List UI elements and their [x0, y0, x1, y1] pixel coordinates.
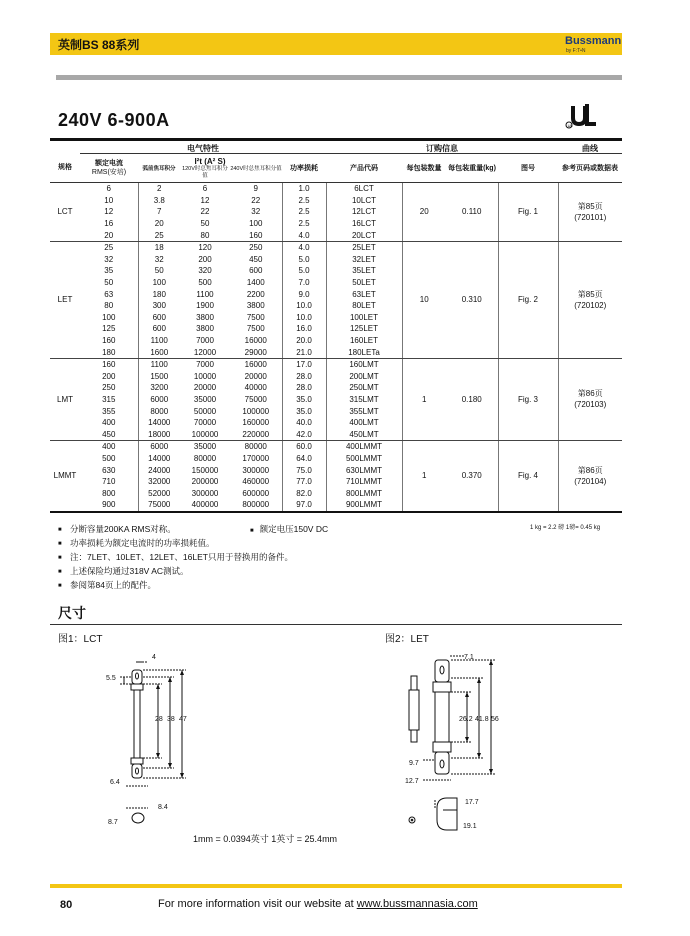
i2t-120-cell: 100000 [180, 428, 230, 440]
code-cell: 160LET [326, 335, 402, 347]
i2t-240-cell: 3800 [246, 301, 265, 311]
i2t-120-cell: 6 [202, 184, 208, 194]
figure-cell: Fig. 1 [498, 183, 558, 242]
rated-current-cell: 315 [102, 394, 116, 404]
power-cell: 75.0 [282, 464, 326, 476]
i2t-pre-cell: 100 [138, 277, 180, 289]
i2t-120-cell: 200000 [191, 477, 219, 487]
rated-current-cell: 630 [102, 465, 116, 475]
i2t-240-cell: 1400 [246, 278, 265, 288]
i2t-pre-cell: 180 [138, 288, 180, 300]
i2t-120-cell: 10000 [193, 371, 217, 381]
i2t-pre-cell: 3200 [138, 382, 180, 394]
code-cell: 6LCT [326, 183, 402, 195]
i2t-pre-cell: 6000 [138, 394, 180, 406]
rated-current-cell: 6 [106, 184, 111, 194]
power-cell: 97.0 [282, 499, 326, 512]
rated-current-cell: 250 [102, 383, 116, 393]
i2t-240-cell: 9 [253, 184, 258, 194]
pack-qty-cell: 20 [402, 183, 446, 242]
col-rated-current-label: 额定电流 [95, 160, 123, 167]
fig1-lct-drawing [100, 648, 210, 833]
figure-cell: Fig. 3 [498, 358, 558, 440]
rated-current-cell: 400 [102, 442, 116, 452]
fig2-caption: 图2：LET [385, 634, 429, 645]
reference-page: 第86页 [577, 389, 603, 399]
code-cell: 200LMT [326, 371, 402, 383]
i2t-240-cell: 600000 [242, 488, 270, 498]
fig2-dim-7-1: 7.1 [464, 654, 474, 661]
i2t-120-cell: 150000 [191, 465, 219, 475]
power-cell: 17.0 [282, 358, 326, 370]
code-cell: 180LETa [326, 346, 402, 358]
i2t-pre-cell: 24000 [138, 464, 180, 476]
i2t-pre-cell: 1100 [138, 358, 180, 370]
figure-cell: Fig. 4 [498, 441, 558, 512]
i2t-pre-cell: 8000 [138, 405, 180, 417]
rated-current-cell: 12 [104, 207, 114, 217]
code-cell: 900LMMT [326, 499, 402, 512]
i2t-240-cell: 300000 [242, 465, 270, 475]
i2t-240-cell: 40000 [244, 383, 267, 393]
col-pack-weight: 每包装重量(kg) [446, 154, 498, 183]
fig2-let-drawing [395, 648, 525, 833]
ordering-group-header: 订购信息 [326, 144, 558, 154]
fig1-caption: 图1：LCT [58, 634, 103, 645]
rated-current-cell: 710 [102, 477, 116, 487]
i2t-120-cell: 1900 [196, 301, 214, 311]
fig1-dim-47: 47 [179, 716, 187, 723]
code-cell: 50LET [326, 277, 402, 289]
dimensions-rule [50, 624, 622, 625]
power-cell: 4.0 [282, 229, 326, 241]
spec-table-body [50, 183, 622, 512]
power-cell: 5.0 [282, 254, 326, 266]
i2t-120-cell: 35000 [193, 442, 217, 452]
i2t-pre-cell: 300 [138, 300, 180, 312]
reference-cell [558, 358, 622, 440]
i2t-240-cell: 460000 [242, 477, 270, 487]
i2t-240-cell: 80000 [244, 442, 267, 452]
i2t-240-cell: 600 [249, 266, 263, 276]
family-cell: LMT [50, 358, 80, 440]
i2t-240-cell: 16000 [244, 336, 267, 346]
power-cell: 42.0 [282, 428, 326, 440]
power-cell: 1.0 [282, 183, 326, 195]
code-cell: 63LET [326, 288, 402, 300]
note-item: ■ 分断容量200KA RMS对称。 [58, 524, 176, 534]
weight-conversion: 1 kg = 2.2 磅 1磅= 0.45 kg [530, 525, 601, 531]
fig1-dim-4: 4 [152, 654, 156, 661]
rated-current-cell: 10 [104, 195, 114, 205]
power-cell: 4.0 [282, 241, 326, 253]
i2t-120-cell: 50000 [193, 406, 217, 416]
footer-bar [50, 884, 622, 888]
code-cell: 16LCT [326, 218, 402, 230]
i2t-240-cell: 20000 [244, 371, 267, 381]
fig2-dim-9-7: 9.7 [409, 760, 419, 767]
power-cell: 10.0 [282, 312, 326, 324]
ul-certification-icon [565, 103, 599, 134]
reference-cell [558, 183, 622, 242]
rated-current-cell: 355 [102, 406, 116, 416]
table-row [50, 183, 622, 195]
pack-weight-cell: 0.370 [461, 471, 482, 481]
fig2-dim-12-7: 12.7 [405, 778, 419, 785]
rated-current-cell: 100 [102, 312, 116, 322]
i2t-120-cell: 12 [200, 195, 210, 205]
rated-current-cell: 50 [104, 278, 114, 288]
i2t-240-cell: 450 [249, 254, 263, 264]
code-cell: 160LMT [326, 358, 402, 370]
i2t-120-cell: 500 [198, 278, 212, 288]
code-cell: 25LET [326, 241, 402, 253]
power-cell: 64.0 [282, 453, 326, 465]
i2t-pre-cell: 75000 [138, 499, 180, 512]
i2t-120-cell: 50 [200, 219, 210, 229]
rated-current-cell: 500 [102, 453, 116, 463]
power-cell: 40.0 [282, 417, 326, 429]
rated-current-cell: 80 [104, 301, 114, 311]
rated-current-cell: 35 [104, 266, 114, 276]
i2t-240-cell: 100 [249, 219, 263, 229]
power-cell: 2.5 [282, 195, 326, 207]
footer-label: For more information visit our website at [158, 898, 357, 910]
unit-conversion-note: 1mm = 0.0394英寸 1英寸 = 25.4mm [193, 834, 338, 844]
i2t-240-cell: 7500 [246, 312, 265, 322]
rated-current-cell: 32 [104, 254, 114, 264]
rated-current-cell: 800 [102, 488, 116, 498]
power-cell: 60.0 [282, 441, 326, 453]
reference-page: 第86页 [577, 465, 603, 475]
i2t-pre-cell: 14000 [138, 417, 180, 429]
pack-qty-cell: 1 [402, 441, 446, 512]
figure-cell: Fig. 2 [498, 241, 558, 358]
i2t-240-cell: 170000 [242, 453, 270, 463]
col-spec: 规格 [50, 154, 80, 183]
i2t-pre-cell: 6000 [138, 441, 180, 453]
note-item: ■ 注：7LET、10LET、12LET、16LET只用于替换用的备件。 [58, 552, 293, 562]
rated-current-cell: 63 [104, 289, 114, 299]
i2t-120-cell: 7000 [196, 360, 214, 370]
i2t-120-cell: 22 [200, 207, 210, 217]
i2t-120-cell: 200 [198, 254, 212, 264]
power-cell: 21.0 [282, 346, 326, 358]
i2t-240-cell: 22 [251, 195, 261, 205]
power-cell: 7.0 [282, 277, 326, 289]
power-cell: 10.0 [282, 300, 326, 312]
i2t-120-cell: 120 [198, 243, 212, 253]
table-row [50, 358, 622, 370]
i2t-240-cell: 29000 [230, 346, 282, 358]
col-power: 功率损耗 [282, 154, 326, 183]
i2t-240-cell: 800000 [242, 500, 270, 510]
col-code: 产品代码 [326, 154, 402, 183]
electrical-group-header: 电气特性 [80, 144, 326, 154]
fig2-dim-19-1: 19.1 [463, 823, 477, 830]
rated-current-cell: 200 [102, 371, 116, 381]
dimensions-title: 尺寸 [58, 605, 86, 621]
table-row [50, 441, 622, 453]
code-cell: 400LMMT [326, 441, 402, 453]
fig1-dim-5-5: 5.5 [106, 675, 116, 682]
i2t-120-cell: 20000 [193, 383, 217, 393]
fig2-dim-26-2: 26.2 [459, 716, 473, 723]
col-i2t [138, 154, 282, 183]
pack-weight-cell: 0.180 [446, 358, 498, 440]
code-cell: 250LMT [326, 382, 402, 394]
rated-current-cell: 16 [104, 219, 114, 229]
col-rated-current-unit: RMS(安培) [91, 169, 127, 176]
code-cell: 12LCT [326, 206, 402, 218]
i2t-pre-cell: 600 [138, 312, 180, 324]
col-i2t-120: 120V时总焦耳积分值 [182, 165, 228, 179]
power-cell: 28.0 [282, 371, 326, 383]
code-cell: 100LET [326, 312, 402, 324]
rated-current-cell: 450 [80, 428, 138, 440]
i2t-pre-cell: 1500 [138, 371, 180, 383]
i2t-pre-cell: 20 [138, 218, 180, 230]
power-cell: 28.0 [282, 382, 326, 394]
note-dc-rating: ■ 额定电压150V DC [250, 524, 329, 534]
brand-subtitle: by F:T•N [566, 48, 586, 54]
footer-text [158, 898, 478, 910]
reference-page: 第85页 [577, 289, 603, 299]
i2t-120-cell: 12000 [180, 346, 230, 358]
i2t-120-cell: 1100 [196, 289, 214, 299]
spec-table [50, 144, 622, 513]
i2t-120-cell: 400000 [191, 500, 219, 510]
i2t-120-cell: 3800 [196, 324, 214, 334]
fig2-dim-41-8: 41.8 [475, 716, 489, 723]
curve-group-header: 曲线 [558, 144, 622, 154]
code-cell: 450LMT [326, 428, 402, 440]
code-cell: 80LET [326, 300, 402, 312]
i2t-240-cell: 220000 [230, 428, 282, 440]
col-pack-qty: 每包装数量 [402, 154, 446, 183]
rated-current-cell: 160 [102, 360, 116, 370]
rated-current-cell: 25 [104, 243, 114, 253]
reference-cell [558, 441, 622, 512]
i2t-pre-cell: 600 [138, 323, 180, 335]
i2t-120-cell: 80 [180, 229, 230, 241]
col-i2t-pre: 弧前焦耳积分 [142, 165, 176, 172]
rated-current-cell: 125 [102, 324, 116, 334]
pack-qty-cell: 1 [402, 358, 446, 440]
power-cell: 35.0 [282, 394, 326, 406]
code-cell: 710LMMT [326, 476, 402, 488]
reference-sheet: (720104) [574, 476, 607, 486]
i2t-pre-cell: 25 [138, 229, 180, 241]
code-cell: 125LET [326, 323, 402, 335]
note-item: ■ 功率损耗为额定电流时的功率损耗值。 [58, 538, 215, 548]
col-ref: 参考页码或数据表 [558, 154, 622, 183]
reference-sheet: (720102) [574, 300, 607, 310]
i2t-pre-cell: 3.8 [138, 195, 180, 207]
i2t-pre-cell: 50 [138, 265, 180, 277]
i2t-pre-cell: 18000 [138, 428, 180, 440]
i2t-240-cell: 250 [249, 243, 263, 253]
code-cell: 400LMT [326, 417, 402, 429]
code-cell: 355LMT [326, 405, 402, 417]
fig1-dim-38: 38 [167, 716, 175, 723]
fig1-dim-28: 28 [155, 716, 163, 723]
website-link[interactable]: www.bussmannasia.com [356, 898, 478, 910]
fig2-dim-17-7: 17.7 [465, 799, 479, 806]
note-item: ■ 上述保险均通过318V AC测试。 [58, 566, 189, 576]
page-title: 240V 6-900A [58, 110, 170, 130]
rated-current-cell: 900 [102, 500, 116, 510]
rated-current-cell: 160 [102, 336, 116, 346]
table-row [50, 241, 622, 253]
i2t-pre-cell: 52000 [138, 487, 180, 499]
i2t-120-cell: 300000 [191, 488, 219, 498]
i2t-pre-cell: 7 [138, 206, 180, 218]
col-rated-current [80, 154, 138, 183]
i2t-pre-cell: 32 [138, 254, 180, 266]
power-cell: 16.0 [282, 323, 326, 335]
code-cell: 32LET [326, 254, 402, 266]
power-cell: 2.5 [282, 206, 326, 218]
reference-page: 第85页 [577, 201, 603, 211]
i2t-240-cell: 100000 [242, 406, 270, 416]
i2t-240-cell: 16000 [244, 360, 267, 370]
power-cell: 9.0 [282, 288, 326, 300]
code-cell: 315LMT [326, 394, 402, 406]
i2t-pre-cell: 32000 [138, 476, 180, 488]
brand-logo: Bussmann [565, 35, 622, 47]
pack-weight-cell: 0.110 [446, 183, 498, 242]
i2t-pre-cell: 1100 [138, 335, 180, 347]
i2t-pre-cell: 14000 [138, 453, 180, 465]
code-cell: 630LMMT [326, 464, 402, 476]
i2t-pre-cell: 2 [138, 183, 180, 195]
family-cell: LMMT [53, 471, 77, 481]
series-title: 英制BS 88系列 [58, 38, 140, 52]
rated-current-cell: 400 [102, 418, 116, 428]
rated-current-cell: 20 [80, 229, 138, 241]
i2t-240-cell: 2200 [246, 289, 265, 299]
i2t-120-cell: 35000 [193, 394, 217, 404]
i2t-120-cell: 70000 [193, 418, 217, 428]
fig1-dim-6-4: 6.4 [110, 779, 120, 786]
i2t-240-cell: 160 [230, 229, 282, 241]
page-number: 80 [60, 899, 73, 911]
pack-weight-cell: 0.310 [446, 241, 498, 358]
power-cell: 35.0 [282, 405, 326, 417]
i2t-120-cell: 7000 [196, 336, 214, 346]
reference-sheet: (720103) [574, 400, 607, 410]
rated-current-cell: 180 [80, 346, 138, 358]
reference-cell [558, 241, 622, 358]
i2t-120-cell: 320 [198, 266, 212, 276]
power-cell: 20.0 [282, 335, 326, 347]
title-rule [50, 138, 622, 141]
i2t-240-cell: 7500 [246, 324, 265, 334]
reference-sheet: (720101) [574, 212, 607, 222]
family-cell: LET [50, 241, 80, 358]
code-cell: 800LMMT [326, 487, 402, 499]
i2t-240-cell: 75000 [244, 394, 267, 404]
col-figure: 图号 [498, 154, 558, 183]
i2t-240-cell: 32 [251, 207, 261, 217]
code-cell: 35LET [326, 265, 402, 277]
power-cell: 82.0 [282, 487, 326, 499]
col-i2t-header: I²t (A² S) [194, 156, 226, 166]
code-cell: 500LMMT [326, 453, 402, 465]
code-cell: 10LCT [326, 195, 402, 207]
i2t-120-cell: 80000 [193, 453, 217, 463]
i2t-240-cell: 160000 [242, 418, 270, 428]
power-cell: 2.5 [282, 218, 326, 230]
note-item: ■ 参阅第84页上的配件。 [58, 580, 156, 590]
fig1-dim-8-7: 8.7 [108, 819, 118, 826]
i2t-pre-cell: 18 [138, 241, 180, 253]
family-cell: LCT [50, 183, 80, 242]
header-divider [56, 75, 622, 80]
pack-qty-cell: 10 [402, 241, 446, 358]
code-cell: 20LCT [326, 229, 402, 241]
power-cell: 5.0 [282, 265, 326, 277]
power-cell: 77.0 [282, 476, 326, 488]
fig2-dim-56: 56 [491, 716, 499, 723]
fig1-dim-8-4: 8.4 [158, 804, 168, 811]
col-i2t-240: 240V时总焦耳积分值 [230, 165, 282, 172]
ul-mark-text: UL [567, 123, 573, 128]
i2t-pre-cell: 1600 [138, 346, 180, 358]
i2t-120-cell: 3800 [196, 312, 214, 322]
